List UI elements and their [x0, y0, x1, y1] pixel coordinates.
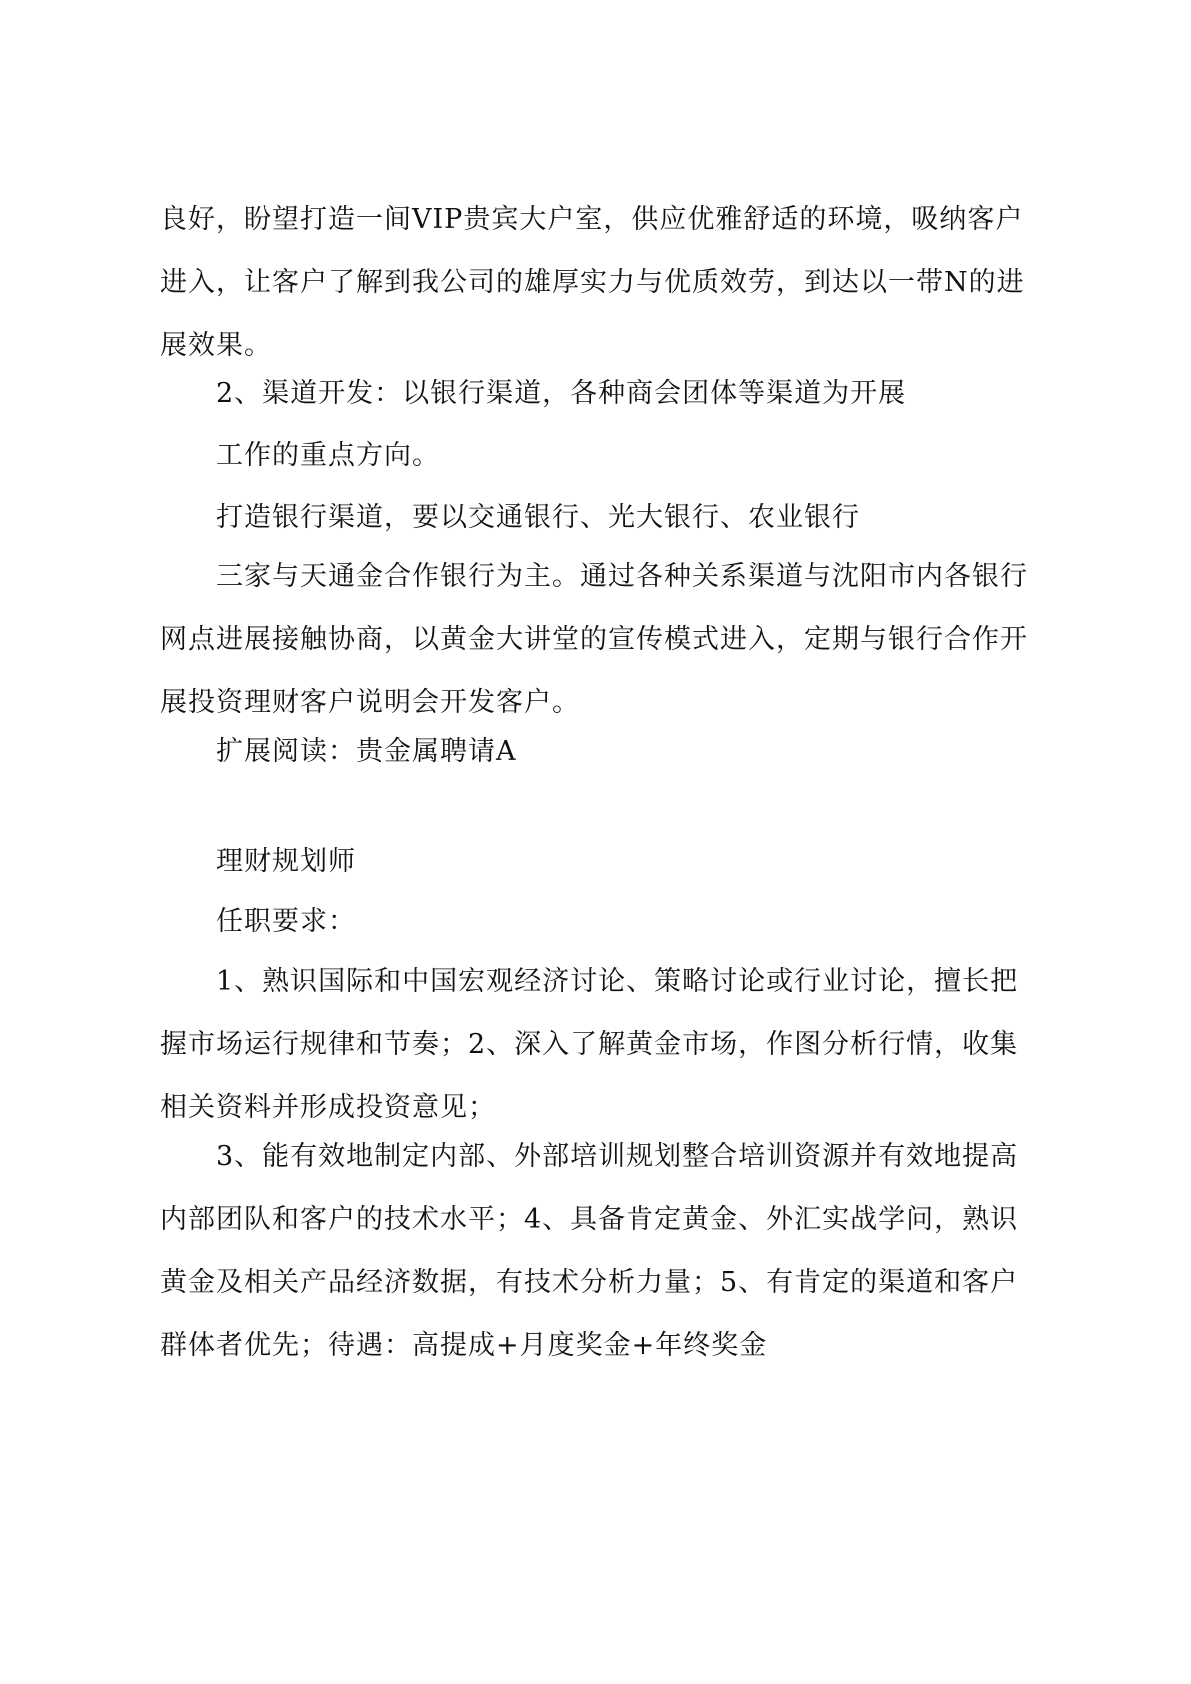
paragraph-requirements-1: 1、熟识国际和中国宏观经济讨论、策略讨论或行业讨论，擅长把握市场运行规律和节奏；2、深入了解黄金市场，作图分析行情，收集相关资料并形成投资意见；	[160, 966, 1019, 1123]
paragraph-bank-channels: 打造银行渠道，要以交通银行、光大银行、农业银行	[216, 502, 860, 533]
requirements-heading: 任职要求：	[216, 906, 356, 937]
paragraph-extended-reading: 扩展阅读：贵金属聘请A	[216, 736, 517, 767]
paragraph-vip-room: 良好，盼望打造一间VIP贵宾大户室，供应优雅舒适的环境，吸纳客户进入，让客户了解到我公司的雄厚实力与优质效劳，到达以一带N的进展效果。	[160, 204, 1025, 361]
job-title: 理财规划师	[216, 846, 356, 877]
paragraph-channel-development: 2、渠道开发：以银行渠道，各种商会团体等渠道为开展	[216, 378, 907, 409]
paragraph-work-focus: 工作的重点方向。	[216, 440, 440, 471]
paragraph-partner-banks: 三家与天通金合作银行为主。通过各种关系渠道与沈阳市内各银行网点进展接触协商，以黄金大讲堂的宣传模式进入，定期与银行合作开展投资理财客户说明会开发客户。	[160, 561, 1028, 718]
paragraph-requirements-2: 3、能有效地制定内部、外部培训规划整合培训资源并有效地提高内部团队和客户的技术水平；4、具备肯定黄金、外汇实战学问，熟识黄金及相关产品经济数据，有技术分析力量；5、有肯定的渠道和客户群体者优先；待遇：高提成+月度奖金+年终奖金	[160, 1141, 1019, 1361]
